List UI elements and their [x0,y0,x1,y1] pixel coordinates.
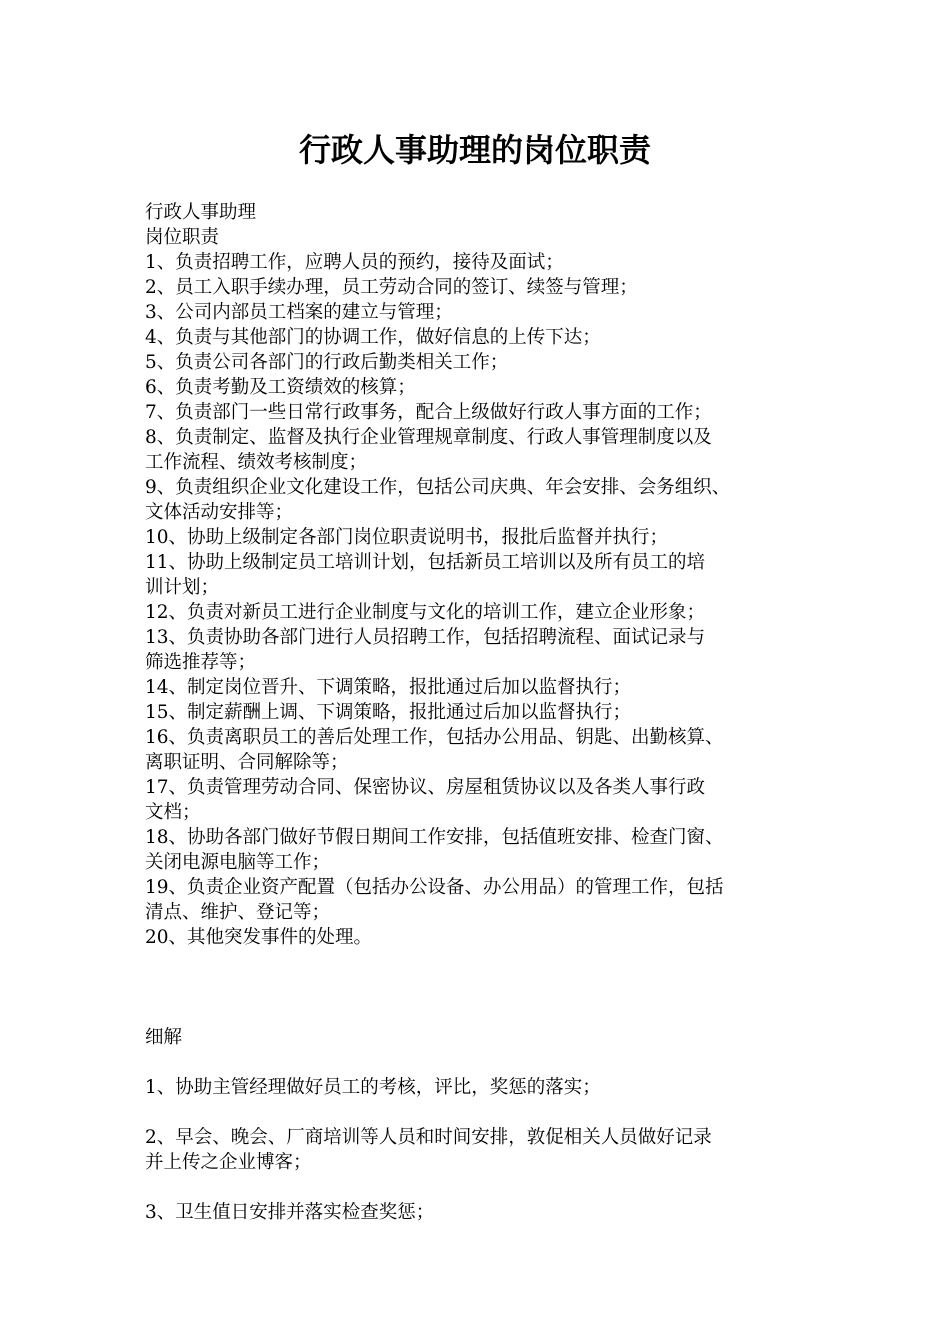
duty-line: 6、负责考勤及工资绩效的核算； [145,377,416,398]
duty-line: 18、协助各部门做好节假日期间工作安排，包括值班安排、检查门窗、 [145,827,724,848]
duty-line: 5、负责公司各部门的行政后勤类相关工作； [145,352,509,373]
detail-line: 3、卫生值日安排并落实检查奖惩； [145,1202,435,1223]
duty-line: 14、制定岗位晋升、下调策略，报批通过后加以监督执行； [145,677,632,698]
duty-line: 1、负责招聘工作，应聘人员的预约，接待及面试； [145,252,564,273]
detail-line: 并上传之企业博客； [145,1152,312,1173]
duty-line: 9、负责组织企业文化建设工作，包括公司庆典、年会安排、会务组织、 [145,477,731,498]
duty-line: 7、负责部门一些日常行政事务，配合上级做好行政人事方面的工作； [145,402,712,423]
detail-heading: 细解 [145,1027,183,1048]
duty-line: 15、制定薪酬上调、下调策略，报批通过后加以监督执行； [145,702,632,723]
duty-line: 4、负责与其他部门的协调工作，做好信息的上传下达； [145,327,601,348]
paragraph-spacer [145,1050,813,1075]
intro-line: 行政人事助理 [145,202,257,223]
duty-line: 13、负责协助各部门进行人员招聘工作，包括招聘流程、面试记录与 [145,627,706,648]
paragraph-spacer [145,1100,813,1125]
duty-line: 训计划； [145,577,220,598]
duty-line: 19、负责企业资产配置（包括办公设备、办公用品）的管理工作，包括 [145,877,724,898]
detail-line: 2、早会、晚会、厂商培训等人员和时间安排，敦促相关人员做好记录 [145,1127,712,1148]
section-spacer [145,950,813,1025]
duty-line: 文体活动安排等； [145,502,294,523]
duty-line: 20、其他突发事件的处理。 [145,927,373,948]
duty-line: 工作流程、绩效考核制度； [145,452,368,473]
duty-line: 清点、维护、登记等； [145,902,331,923]
duty-line: 11、协助上级制定员工培训计划，包括新员工培训以及所有员工的培 [145,552,706,573]
duty-line: 17、负责管理劳动合同、保密协议、房屋租赁协议以及各类人事行政 [145,777,706,798]
duty-line: 10、协助上级制定各部门岗位职责说明书，报批后监督并执行； [145,527,669,548]
duty-line: 8、负责制定、监督及执行企业管理规章制度、行政人事管理制度以及 [145,427,712,448]
document-title: 行政人事助理的岗位职责 [298,131,651,169]
intro-line: 岗位职责 [145,227,220,248]
document-body [145,200,813,1225]
duty-line: 关闭电源电脑等工作； [145,852,331,873]
detail-line: 1、协助主管经理做好员工的考核，评比，奖惩的落实； [145,1077,601,1098]
duty-line: 12、负责对新员工进行企业制度与文化的培训工作，建立企业形象； [145,602,706,623]
duty-line: 2、员工入职手续办理，员工劳动合同的签订、续签与管理； [145,277,638,298]
duty-line: 筛选推荐等； [145,652,257,673]
duty-line: 离职证明、合同解除等； [145,752,349,773]
duty-line: 16、负责离职员工的善后处理工作，包括办公用品、钥匙、出勤核算、 [145,727,724,748]
duty-line: 3、公司内部员工档案的建立与管理； [145,302,453,323]
duty-line: 文档； [145,802,201,823]
paragraph-spacer [145,1175,813,1200]
